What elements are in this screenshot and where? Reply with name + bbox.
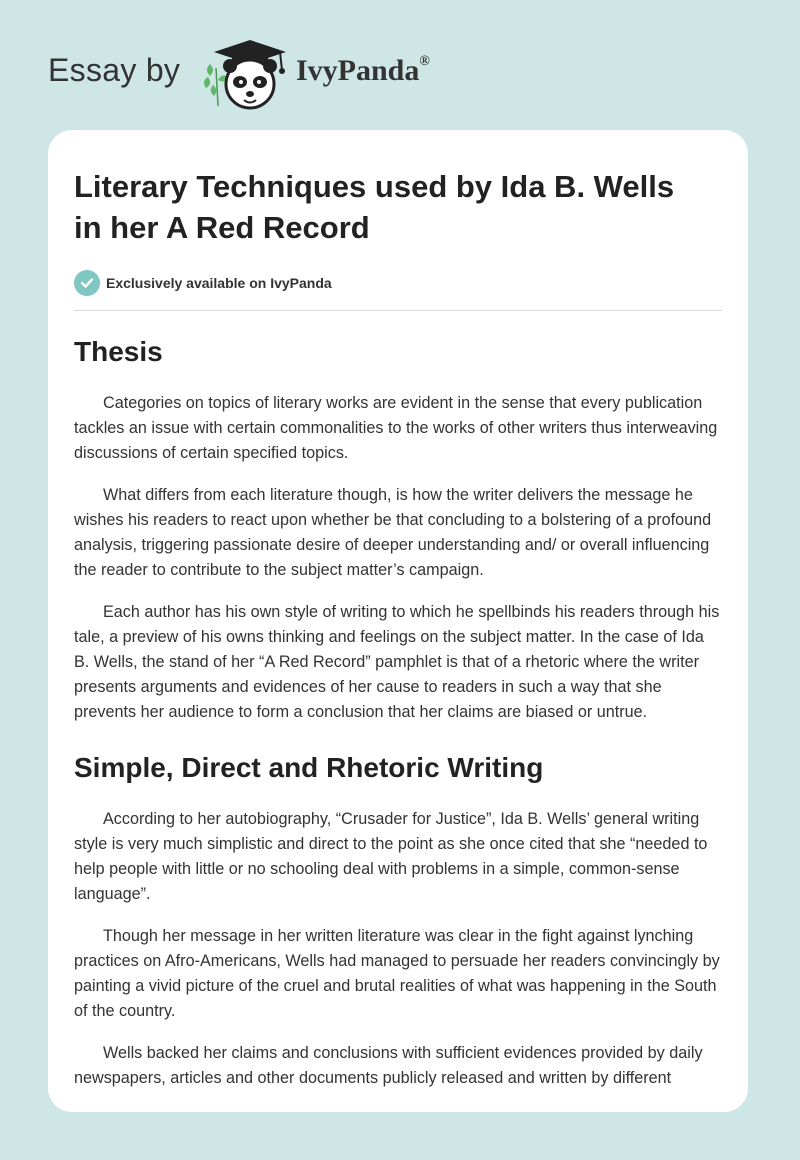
divider — [74, 310, 722, 311]
exclusive-badge — [74, 270, 722, 296]
paragraph: Wells backed her claims and conclusions with sufficient evidences provided by daily newspapers, articles and other documents publicly released and written by different — [74, 1044, 703, 1087]
brand-name[interactable] — [296, 54, 430, 88]
article-title — [74, 166, 722, 248]
title-line-1: Literary Techniques used by Ida B. Wells — [74, 169, 675, 204]
check-icon — [74, 270, 100, 296]
paragraph: What differs from each literature though, is how the writer delivers the message he wishes his readers to react upon whether be that concluding to a bolstering of a profound analysis, triggering passionate desire of deeper understanding and/ or overall influencing the reader to contribute to the subject matter’s campaign. — [74, 486, 712, 579]
site-header — [48, 32, 752, 112]
paragraph: Each author has his own style of writing to which he spellbinds his readers through his tale, a preview of his owns thinking and feelings on the subject matter. In the case of Ida B. Wells, the stand of her “A Red Record” pamphlet is that of a rhetoric where the writer presents arguments and evidences of her cause to readers in such a way that she prevents her audience to form a conclusion that her claims are biased or untrue. — [74, 603, 720, 721]
paragraph: Though her message in her written literature was clear in the fight against lynching practices on Afro-Americans, Wells had managed to persuade her readers convincingly by painting a vivid picture of the cruel and brutal realities of what was happening in the South of the country. — [74, 927, 720, 1020]
paragraph: Categories on topics of literary works are evident in the sense that every publication tackles an issue with certain commonalities to the works of other writers thus interweaving discussions of certain specified topics. — [74, 394, 718, 462]
article-card — [48, 130, 748, 1112]
brand-text: IvyPanda — [296, 54, 420, 87]
exclusive-label: Exclusively available on IvyPanda — [106, 275, 332, 291]
registered-mark: ® — [419, 54, 430, 69]
title-line-2: in her A Red Record — [74, 210, 370, 245]
ivy-leaf-icon — [204, 64, 228, 106]
section-heading-thesis: Thesis — [74, 336, 163, 367]
section-heading-writing: Simple, Direct and Rhetoric Writing — [74, 752, 544, 783]
panda-graduation-logo-icon[interactable] — [202, 36, 292, 112]
paragraph: According to her autobiography, “Crusader for Justice”, Ida B. Wells’ general writing style is very much simplistic and direct to the point as she once cited that she “needed to help people with little or no schooling deal with problems in a simple, common-sense language”. — [74, 810, 708, 903]
essay-by-label: Essay by — [48, 52, 181, 88]
